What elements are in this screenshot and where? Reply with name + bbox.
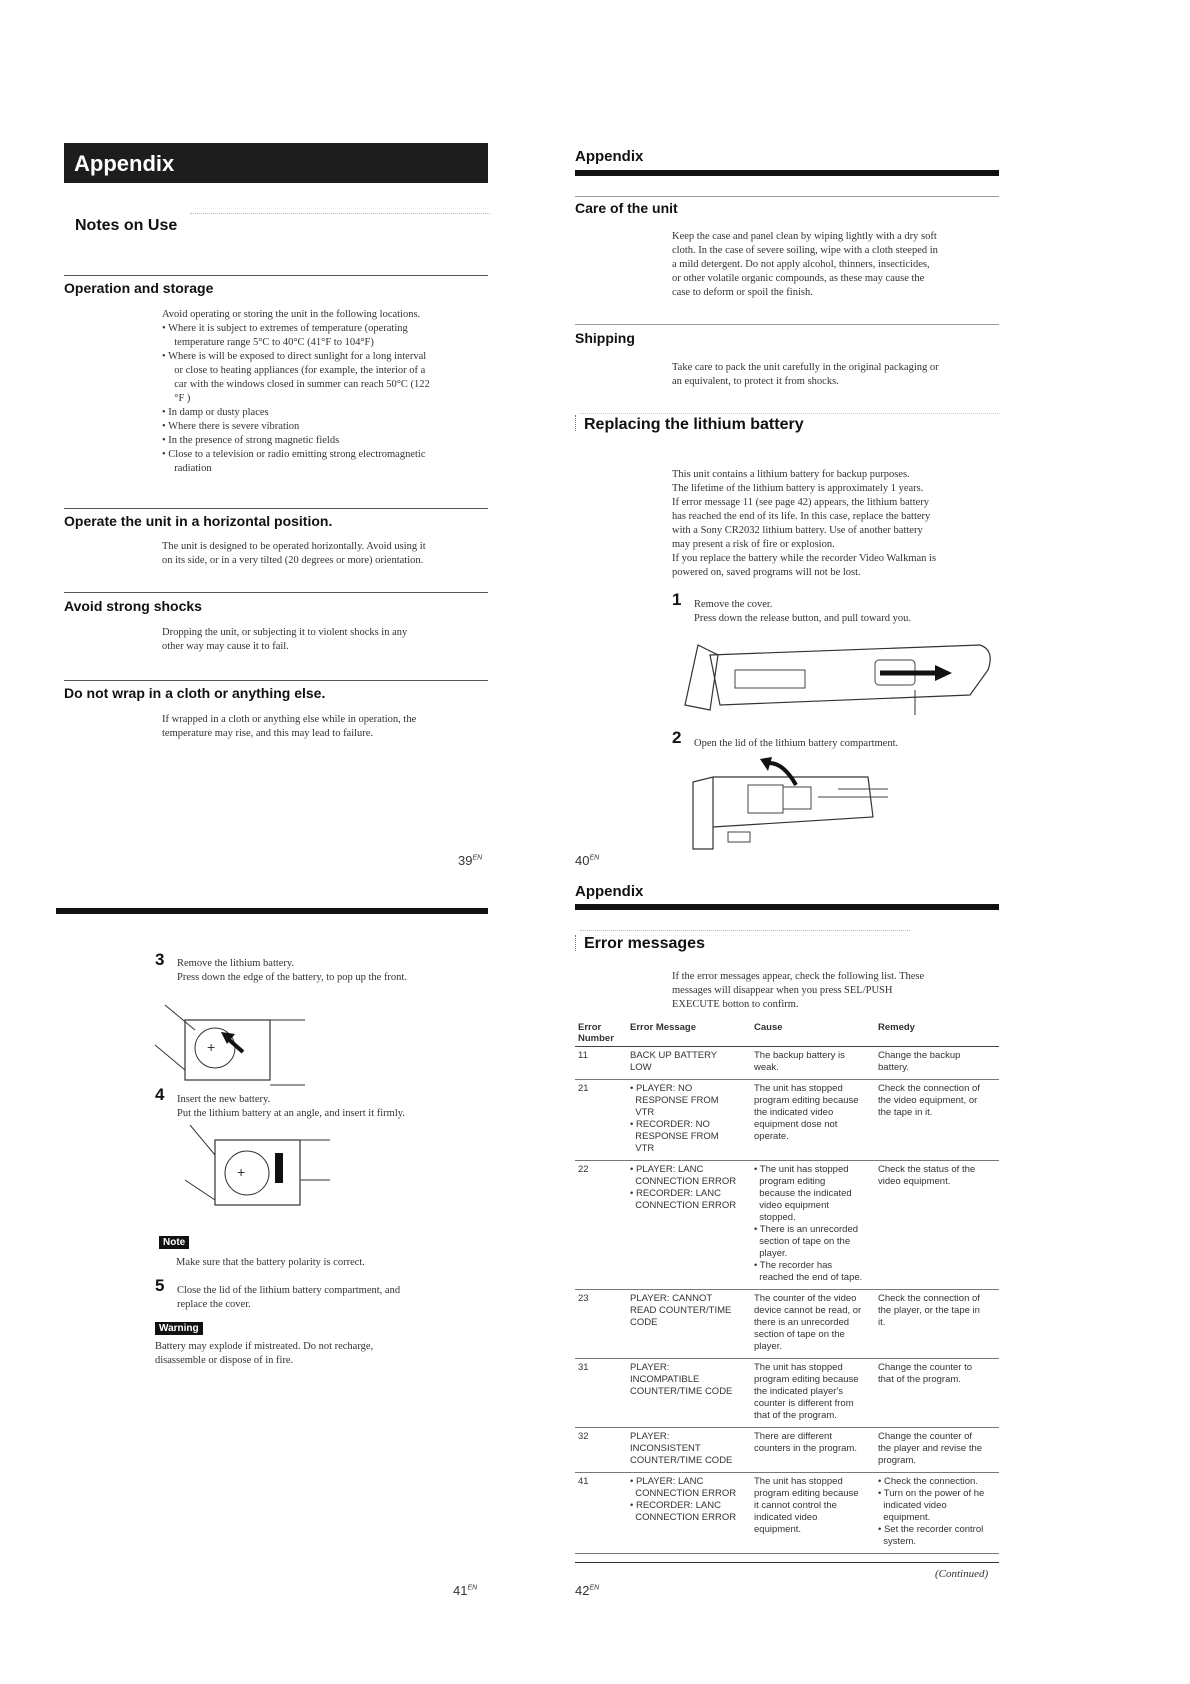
- text-line: or other volatile organic compounds, as these may cause the: [672, 273, 925, 284]
- cell-line: player.: [754, 1248, 788, 1259]
- cell-line: device cannot be read, or: [754, 1305, 862, 1316]
- cell-line: the video equipment, or: [878, 1095, 978, 1106]
- remedy-cell: [875, 1080, 999, 1161]
- cell-line: PLAYER: CANNOT: [630, 1293, 713, 1304]
- cell-line: counters in the program.: [754, 1443, 857, 1454]
- cell-line: • The recorder has: [754, 1260, 833, 1271]
- cell-line: • PLAYER: LANC: [630, 1476, 704, 1487]
- cell-line: indicated video: [878, 1500, 947, 1511]
- svg-text:+: +: [237, 1164, 246, 1180]
- table-row: [575, 1359, 999, 1428]
- text-line: Battery may explode if mistreated. Do not recharge,: [155, 1341, 374, 1352]
- error-table: [575, 1020, 999, 1554]
- cell-line: VTR: [630, 1143, 655, 1154]
- cell-line: • Set the recorder control: [878, 1524, 984, 1535]
- text-line: cloth. In the case of severe soiling, wipe with a cloth steeped in: [672, 245, 938, 256]
- cell-line: There are different: [754, 1431, 832, 1442]
- cause-cell: [751, 1080, 875, 1161]
- text-line: • Where there is severe vibration: [162, 421, 300, 432]
- text-line: The unit is designed to be operated horizontally. Avoid using it: [162, 541, 426, 552]
- cell-line: equipment.: [878, 1512, 931, 1523]
- cell-line: battery.: [878, 1062, 909, 1073]
- section-body: [162, 308, 492, 476]
- cell-line: the indicated player's: [754, 1386, 843, 1397]
- cell-line: COUNTER/TIME CODE: [630, 1386, 733, 1397]
- scan-noise-decoration: [190, 213, 490, 228]
- cell-line: the tape in it.: [878, 1107, 933, 1118]
- text-line: Remove the cover.: [694, 599, 773, 610]
- text-line: This unit contains a lithium battery for backup purposes.: [672, 469, 910, 480]
- page-number-value: 40: [575, 853, 590, 868]
- page-title: Notes on Use: [75, 217, 178, 234]
- section-body: [672, 970, 1002, 1012]
- cell-line: RESPONSE FROM: [630, 1095, 719, 1106]
- column-header: Remedy: [875, 1020, 999, 1047]
- cell-line: • RECORDER: NO: [630, 1119, 710, 1130]
- text-line: has reached the end of its life. In this case, replace the battery: [672, 511, 931, 522]
- text-line: on its side, or in a very tilted (20 degrees or more) orientation.: [162, 555, 424, 566]
- cell-line: weak.: [754, 1062, 779, 1073]
- cell-line: Change the counter to: [878, 1362, 973, 1373]
- cell-line: video equipment: [754, 1200, 829, 1211]
- error-number-cell: 23: [575, 1290, 627, 1359]
- cell-line: READ COUNTER/TIME: [630, 1305, 732, 1316]
- text-line: EXECUTE botton to confirm.: [672, 999, 799, 1010]
- table-row: [575, 1047, 999, 1080]
- step-number: 2: [672, 728, 682, 747]
- text-line: or close to heating appliances (for example, the interior of a: [169, 365, 426, 376]
- cell-line: indicated video: [754, 1512, 818, 1523]
- header-rule: [575, 904, 999, 910]
- error-message-cell: [627, 1047, 751, 1080]
- text-line: Press down the release button, and pull toward you.: [694, 613, 911, 624]
- error-number-cell: 21: [575, 1080, 627, 1161]
- remedy-cell: [875, 1359, 999, 1428]
- cell-line: the player, or the tape in: [878, 1305, 980, 1316]
- cell-line: CONNECTION ERROR: [630, 1512, 737, 1523]
- text-line: If the error messages appear, check the following list. These: [672, 971, 925, 982]
- table-row: [575, 1080, 999, 1161]
- text-line: temperature may rise, and this may lead to failure.: [162, 728, 374, 739]
- text-line: Dropping the unit, or subjecting it to violent shocks in any: [162, 627, 408, 638]
- cell-line: INCOMPATIBLE: [630, 1374, 700, 1385]
- cell-line: equipment dose not: [754, 1119, 838, 1130]
- cell-line: VTR: [630, 1107, 655, 1118]
- scan-noise-decoration: [580, 930, 910, 932]
- cell-line: The counter of the video: [754, 1293, 857, 1304]
- cell-line: Check the connection of: [878, 1083, 980, 1094]
- remedy-cell: [875, 1473, 999, 1554]
- cell-line: BACK UP BATTERY: [630, 1050, 718, 1061]
- error-message-cell: [627, 1473, 751, 1554]
- text-line: Close the lid of the lithium battery compartment, and: [177, 1285, 401, 1296]
- section-heading: Do not wrap in a cloth or anything else.: [64, 685, 326, 701]
- cell-line: • PLAYER: NO: [630, 1083, 693, 1094]
- text-line: messages will disappear when you press SEL/PUSH: [672, 985, 893, 996]
- cell-line: there is an unrecorded: [754, 1317, 850, 1328]
- cell-line: • RECORDER: LANC: [630, 1500, 721, 1511]
- table-row: [575, 1161, 999, 1290]
- cell-line: The unit has stopped: [754, 1362, 843, 1373]
- divider: [64, 592, 488, 593]
- section-heading: Avoid strong shocks: [64, 598, 202, 614]
- page-number-value: 39: [458, 853, 473, 868]
- text-line: The lifetime of the lithium battery is approximately 1 years.: [672, 483, 924, 494]
- section-body: [162, 540, 492, 568]
- note-label: Note: [159, 1236, 189, 1249]
- section-body: [672, 230, 1002, 300]
- note-text: Make sure that the battery polarity is correct.: [176, 1257, 365, 1268]
- section-heading: Operation and storage: [64, 280, 214, 296]
- text-line: disassemble or dispose of in fire.: [155, 1355, 294, 1366]
- table-row: [575, 1428, 999, 1473]
- section-heading: Error messages: [584, 935, 705, 952]
- step-text: [694, 737, 1014, 751]
- step-text: [177, 957, 497, 985]
- section-body: [162, 626, 492, 654]
- cause-cell: [751, 1473, 875, 1554]
- error-number-cell: 31: [575, 1359, 627, 1428]
- text-line: Put the lithium battery at an angle, and insert it firmly.: [177, 1108, 405, 1119]
- error-number-cell: 22: [575, 1161, 627, 1290]
- cell-line: the player and revise the: [878, 1443, 983, 1454]
- cell-line: system.: [878, 1536, 917, 1547]
- cell-line: Change the counter of: [878, 1431, 973, 1442]
- cell-line: player.: [754, 1341, 782, 1352]
- cell-line: section of tape on the: [754, 1236, 851, 1247]
- cell-line: CONNECTION ERROR: [630, 1200, 737, 1211]
- section-body: [672, 361, 1002, 389]
- step-number: 3: [155, 950, 165, 969]
- text-line: If wrapped in a cloth or anything else while in operation, the: [162, 714, 417, 725]
- text-line: • Where it is subject to extremes of temperature (operating: [162, 323, 408, 334]
- text-line: powered on, saved programs will not be lost.: [672, 567, 861, 578]
- cell-line: • RECORDER: LANC: [630, 1188, 721, 1199]
- cell-line: CONNECTION ERROR: [630, 1488, 737, 1499]
- section-heading: Replacing the lithium battery: [584, 416, 804, 433]
- step-text: [694, 598, 1014, 626]
- cell-line: Change the backup: [878, 1050, 961, 1061]
- cause-cell: [751, 1161, 875, 1290]
- text-line: an equivalent, to protect it from shocks.: [672, 376, 839, 387]
- page-number-suffix: EN: [589, 854, 600, 862]
- column-header: Error Number: [575, 1020, 627, 1047]
- text-line: may present a risk of fire or explosion.: [672, 539, 835, 550]
- cell-line: CONNECTION ERROR: [630, 1176, 737, 1187]
- page-number-value: 42: [575, 1583, 590, 1598]
- cell-line: • There is an unrecorded: [754, 1224, 859, 1235]
- remedy-cell: [875, 1290, 999, 1359]
- header-rule: [56, 908, 488, 914]
- error-number-cell: 11: [575, 1047, 627, 1080]
- cell-line: the indicated video: [754, 1107, 834, 1118]
- heading-marker: [575, 935, 578, 951]
- cell-line: Check the connection of: [878, 1293, 980, 1304]
- text-line: radiation: [169, 463, 212, 474]
- cell-line: • Check the connection.: [878, 1476, 978, 1487]
- header-rule: [575, 170, 999, 176]
- table-row: [575, 1473, 999, 1554]
- text-line: If you replace the battery while the recorder Video Walkman is: [672, 553, 937, 564]
- cell-line: CODE: [630, 1317, 658, 1328]
- cell-line: LOW: [630, 1062, 652, 1073]
- divider: [64, 275, 488, 276]
- continued-note: (Continued): [935, 1568, 989, 1580]
- remedy-cell: [875, 1428, 999, 1473]
- scan-noise-decoration: [580, 413, 1000, 415]
- text-line: case to deform or spoil the finish.: [672, 287, 813, 298]
- cell-line: INCONSISTENT: [630, 1443, 701, 1454]
- text-line: Take care to pack the unit carefully in the original packaging or: [672, 362, 939, 373]
- step-number: 5: [155, 1276, 165, 1295]
- heading-marker: [575, 415, 578, 431]
- text-line: car with the windows closed in summer can reach 50°C (122: [169, 379, 430, 390]
- cell-line: • Turn on the power of he: [878, 1488, 985, 1499]
- section-heading: Care of the unit: [575, 200, 678, 216]
- cell-line: program editing: [754, 1176, 826, 1187]
- divider: [64, 508, 488, 509]
- cell-line: program.: [878, 1455, 917, 1466]
- text-line: • In the presence of strong magnetic fields: [162, 435, 340, 446]
- text-line: • Close to a television or radio emitting strong electromagnetic: [162, 449, 426, 460]
- cell-line: equipment.: [754, 1524, 802, 1535]
- page-number-value: 41: [453, 1583, 468, 1598]
- text-line: • In damp or dusty places: [162, 407, 269, 418]
- cell-line: that of the program.: [754, 1410, 837, 1421]
- table-header-row: [575, 1020, 999, 1047]
- cell-line: PLAYER:: [630, 1431, 670, 1442]
- text-line: other way may cause it to fail.: [162, 641, 289, 652]
- cell-line: • The unit has stopped: [754, 1164, 849, 1175]
- step-text: [177, 1284, 497, 1312]
- page-header: Appendix: [575, 883, 644, 900]
- divider: [64, 680, 488, 681]
- step-number: 1: [672, 590, 682, 609]
- cause-cell: [751, 1428, 875, 1473]
- error-number-cell: 41: [575, 1473, 627, 1554]
- text-line: temperature range 5°C to 40°C (41°F to 104°F): [169, 337, 374, 348]
- page-number: [458, 853, 482, 868]
- cell-line: program editing because: [754, 1374, 859, 1385]
- text-line: Open the lid of the lithium battery compartment.: [694, 738, 899, 749]
- error-number-cell: 32: [575, 1428, 627, 1473]
- page-number-suffix: EN: [589, 1584, 600, 1592]
- cell-line: operate.: [754, 1131, 789, 1142]
- remedy-cell: [875, 1161, 999, 1290]
- cell-line: section of tape on the: [754, 1329, 845, 1340]
- cell-line: The unit has stopped: [754, 1476, 843, 1487]
- text-line: Keep the case and panel clean by wiping lightly with a dry soft: [672, 231, 937, 242]
- text-line: Avoid operating or storing the unit in the following locations.: [162, 309, 421, 320]
- cell-line: video equipment.: [878, 1176, 951, 1187]
- section-heading: Operate the unit in a horizontal position.: [64, 513, 333, 529]
- cell-line: it.: [878, 1317, 886, 1328]
- cell-line: COUNTER/TIME CODE: [630, 1455, 733, 1466]
- text-line: °F ): [169, 393, 191, 404]
- cell-line: that of the program.: [878, 1374, 961, 1385]
- cell-line: PLAYER:: [630, 1362, 670, 1373]
- text-line: Press down the edge of the battery, to pop up the front.: [177, 972, 407, 983]
- error-message-cell: [627, 1359, 751, 1428]
- remedy-cell: [875, 1047, 999, 1080]
- error-message-cell: [627, 1428, 751, 1473]
- error-message-cell: [627, 1080, 751, 1161]
- divider: [575, 196, 999, 197]
- remove-cover-illustration: [680, 635, 1000, 720]
- page-number: [575, 853, 599, 868]
- cell-line: it cannot control the: [754, 1500, 837, 1511]
- text-line: with a Sony CR2032 lithium battery. Use of another battery: [672, 525, 923, 536]
- cell-line: because the indicated: [754, 1188, 852, 1199]
- column-header: Cause: [751, 1020, 875, 1047]
- cell-line: RESPONSE FROM: [630, 1131, 719, 1142]
- cell-line: The unit has stopped: [754, 1083, 843, 1094]
- divider: [575, 324, 999, 325]
- open-battery-lid-illustration: [688, 757, 928, 852]
- table-row: [575, 1290, 999, 1359]
- error-message-cell: [627, 1290, 751, 1359]
- cell-line: reached the end of tape.: [754, 1272, 863, 1283]
- cell-line: Check the status of the: [878, 1164, 976, 1175]
- page-header: Appendix: [575, 148, 644, 165]
- page-number: [453, 1583, 477, 1598]
- cause-cell: [751, 1047, 875, 1080]
- cell-line: program editing because: [754, 1488, 859, 1499]
- insert-battery-illustration: [185, 1125, 335, 1215]
- section-body: [672, 468, 1012, 580]
- cell-line: stopped.: [754, 1212, 796, 1223]
- text-line: If error message 11 (see page 42) appears, the lithium battery: [672, 497, 930, 508]
- svg-text:+: +: [207, 1039, 216, 1055]
- cell-line: • PLAYER: LANC: [630, 1164, 704, 1175]
- text-line: a mild detergent. Do not apply alcohol, thinners, insecticides,: [672, 259, 930, 270]
- appendix-banner: Appendix: [64, 143, 488, 183]
- error-message-cell: [627, 1161, 751, 1290]
- cause-cell: [751, 1290, 875, 1359]
- cell-line: The backup battery is: [754, 1050, 845, 1061]
- cell-line: program editing because: [754, 1095, 859, 1106]
- section-heading: Shipping: [575, 330, 635, 346]
- page-number-suffix: EN: [472, 854, 483, 862]
- text-line: replace the cover.: [177, 1299, 251, 1310]
- column-header: Error Message: [627, 1020, 751, 1047]
- warning-label: Warning: [155, 1322, 203, 1335]
- divider: [575, 1562, 999, 1563]
- text-line: Insert the new battery.: [177, 1094, 271, 1105]
- cause-cell: [751, 1359, 875, 1428]
- cell-line: counter is different from: [754, 1398, 854, 1409]
- text-line: Remove the lithium battery.: [177, 958, 295, 969]
- page-number-suffix: EN: [467, 1584, 478, 1592]
- step-text: [177, 1093, 497, 1121]
- section-body: [162, 713, 492, 741]
- step-number: 4: [155, 1085, 165, 1104]
- warning-text: [155, 1340, 485, 1368]
- remove-battery-illustration: [155, 1000, 305, 1090]
- page-number: [575, 1583, 599, 1598]
- text-line: • Where is will be exposed to direct sunlight for a long interval: [162, 351, 427, 362]
